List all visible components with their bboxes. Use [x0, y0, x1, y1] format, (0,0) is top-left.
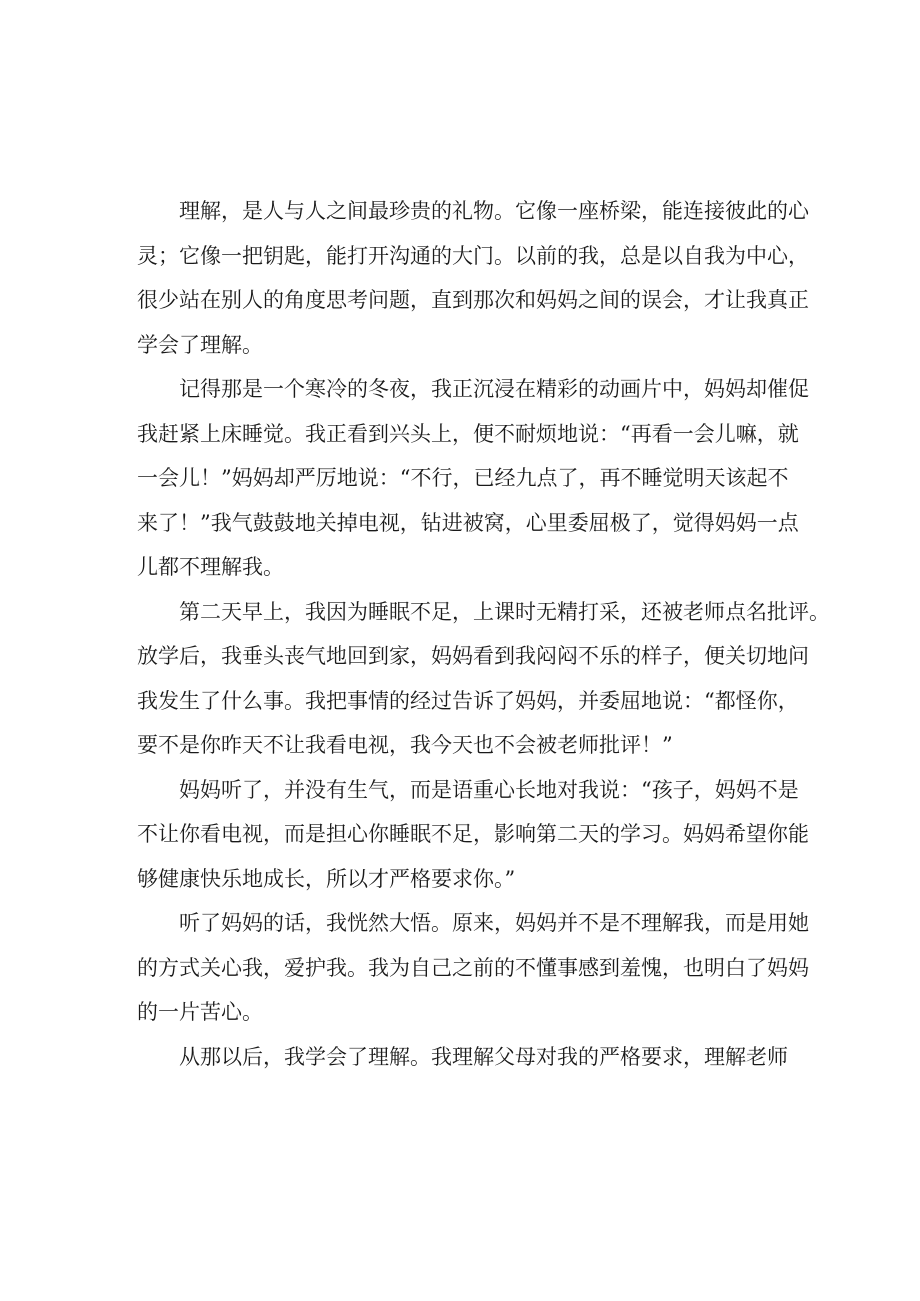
- text-line: 我赶紧上床睡觉。我正看到兴头上，便不耐烦地说：“再看一会儿嘛，就: [137, 421, 799, 446]
- text-line: 从那以后，我学会了理解。我理解父母对我的严格要求，理解老师: [179, 1044, 788, 1069]
- text-line: 的一片苦心。: [137, 1000, 263, 1024]
- text-line: 够健康快乐地成长，所以才严格要求你。”: [137, 866, 516, 891]
- text-line: 来了！”我气鼓鼓地关掉电视，钻进被窝，心里委屈极了，觉得妈妈一点: [137, 510, 799, 535]
- text-line: 记得那是一个寒冷的冬夜，我正沉浸在精彩的动画片中，妈妈却催促: [179, 377, 809, 401]
- text-line: 不让你看电视，而是担心你睡眠不足，影响第二天的学习。妈妈希望你能: [137, 822, 809, 846]
- text-line: 学会了理解。: [137, 332, 263, 357]
- text-line: 放学后，我垂头丧气地回到家，妈妈看到我闷闷不乐的样子，便关切地问: [137, 644, 809, 668]
- text-line: 儿都不理解我。: [137, 555, 284, 579]
- text-line: 的方式关心我，爱护我。我为自己之前的不懂事感到羞愧，也明白了妈妈: [137, 955, 809, 980]
- text-line: 第二天早上，我因为睡眠不足，上课时无精打采，还被老师点名批评。: [179, 599, 830, 624]
- text-line: 理解，是人与人之间最珍贵的礼物。它像一座桥梁，能连接彼此的心: [179, 199, 809, 223]
- text-line: 灵；它像一把钥匙，能打开沟通的大门。以前的我，总是以自我为中心，: [137, 243, 809, 268]
- text-line: 一会儿！”妈妈却严厉地说：“不行，已经九点了，再不睡觉明天该起不: [137, 466, 789, 490]
- text-line: 妈妈听了，并没有生气，而是语重心长地对我说：“孩子，妈妈不是: [179, 777, 799, 802]
- text-line: 要不是你昨天不让我看电视，我今天也不会被老师批评！”: [137, 733, 673, 757]
- text-line: 听了妈妈的话，我恍然大悟。原来，妈妈并不是不理解我，而是用她: [179, 911, 809, 935]
- text-line: 我发生了什么事。我把事情的经过告诉了妈妈，并委屈地说：“都怪你，: [137, 688, 799, 713]
- text-line: 很少站在别人的角度思考问题，直到那次和妈妈之间的误会，才让我真正: [137, 288, 809, 312]
- document-body: [137, 189, 830, 1079]
